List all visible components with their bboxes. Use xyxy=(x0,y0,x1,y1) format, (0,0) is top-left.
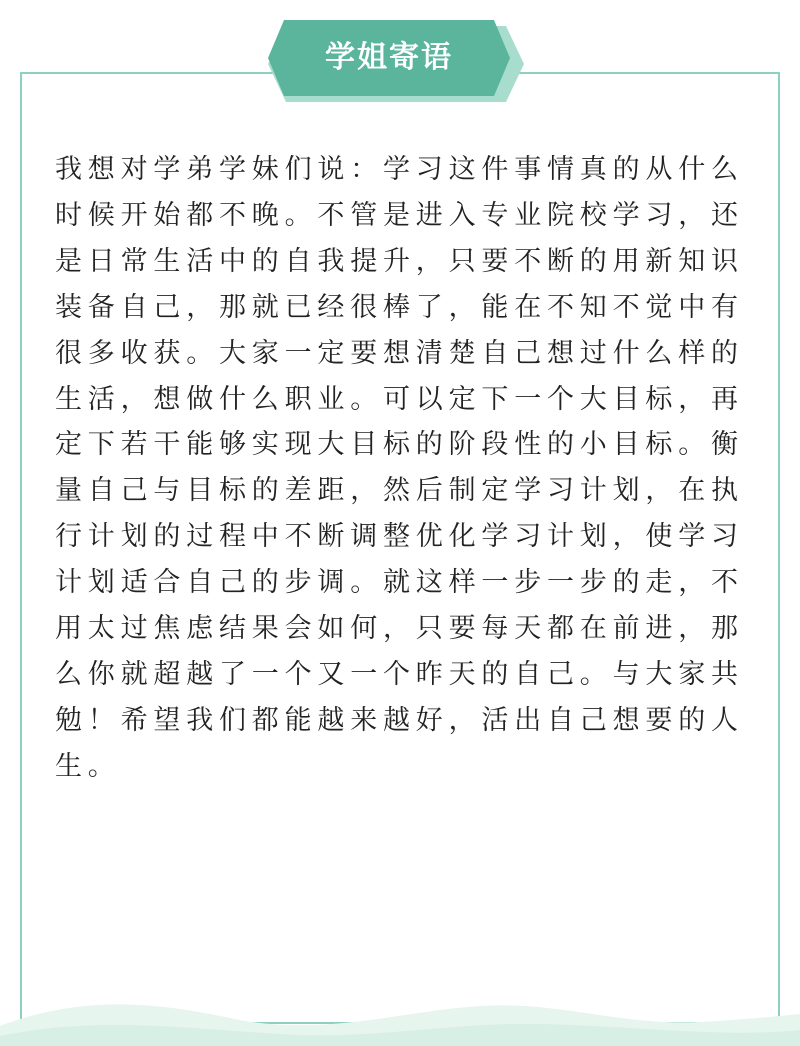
message-paragraph: 我想对学弟学妹们说：学习这件事情真的从什么时候开始都不晚。不管是进入专业院校学习，还是日常生活中的自我提升，只要不断的用新知识装备自己，那就已经很棒了，能在不知不觉中有很多收获。大家一定要想清楚自己想过什么样的生活，想做什么职业。可以定下一个大目标，再定下若干能够实现大目标的阶段性的小目标。衡量自己与目标的差距，然后制定学习计划，在执行计划的过程中不断调整优化学习计划，使学习计划适合自己的步调。就这样一步一步的走，不用太过焦虑结果会如何，只要每天都在前进，那么你就超越了一个又一个昨天的自己。与大家共勉！希望我们都能越来越好，活出自己想要的人生。 xyxy=(55,154,744,782)
decorative-waves xyxy=(0,956,800,1046)
title-badge xyxy=(268,20,524,102)
page-title: 学姐寄语 xyxy=(325,40,453,75)
